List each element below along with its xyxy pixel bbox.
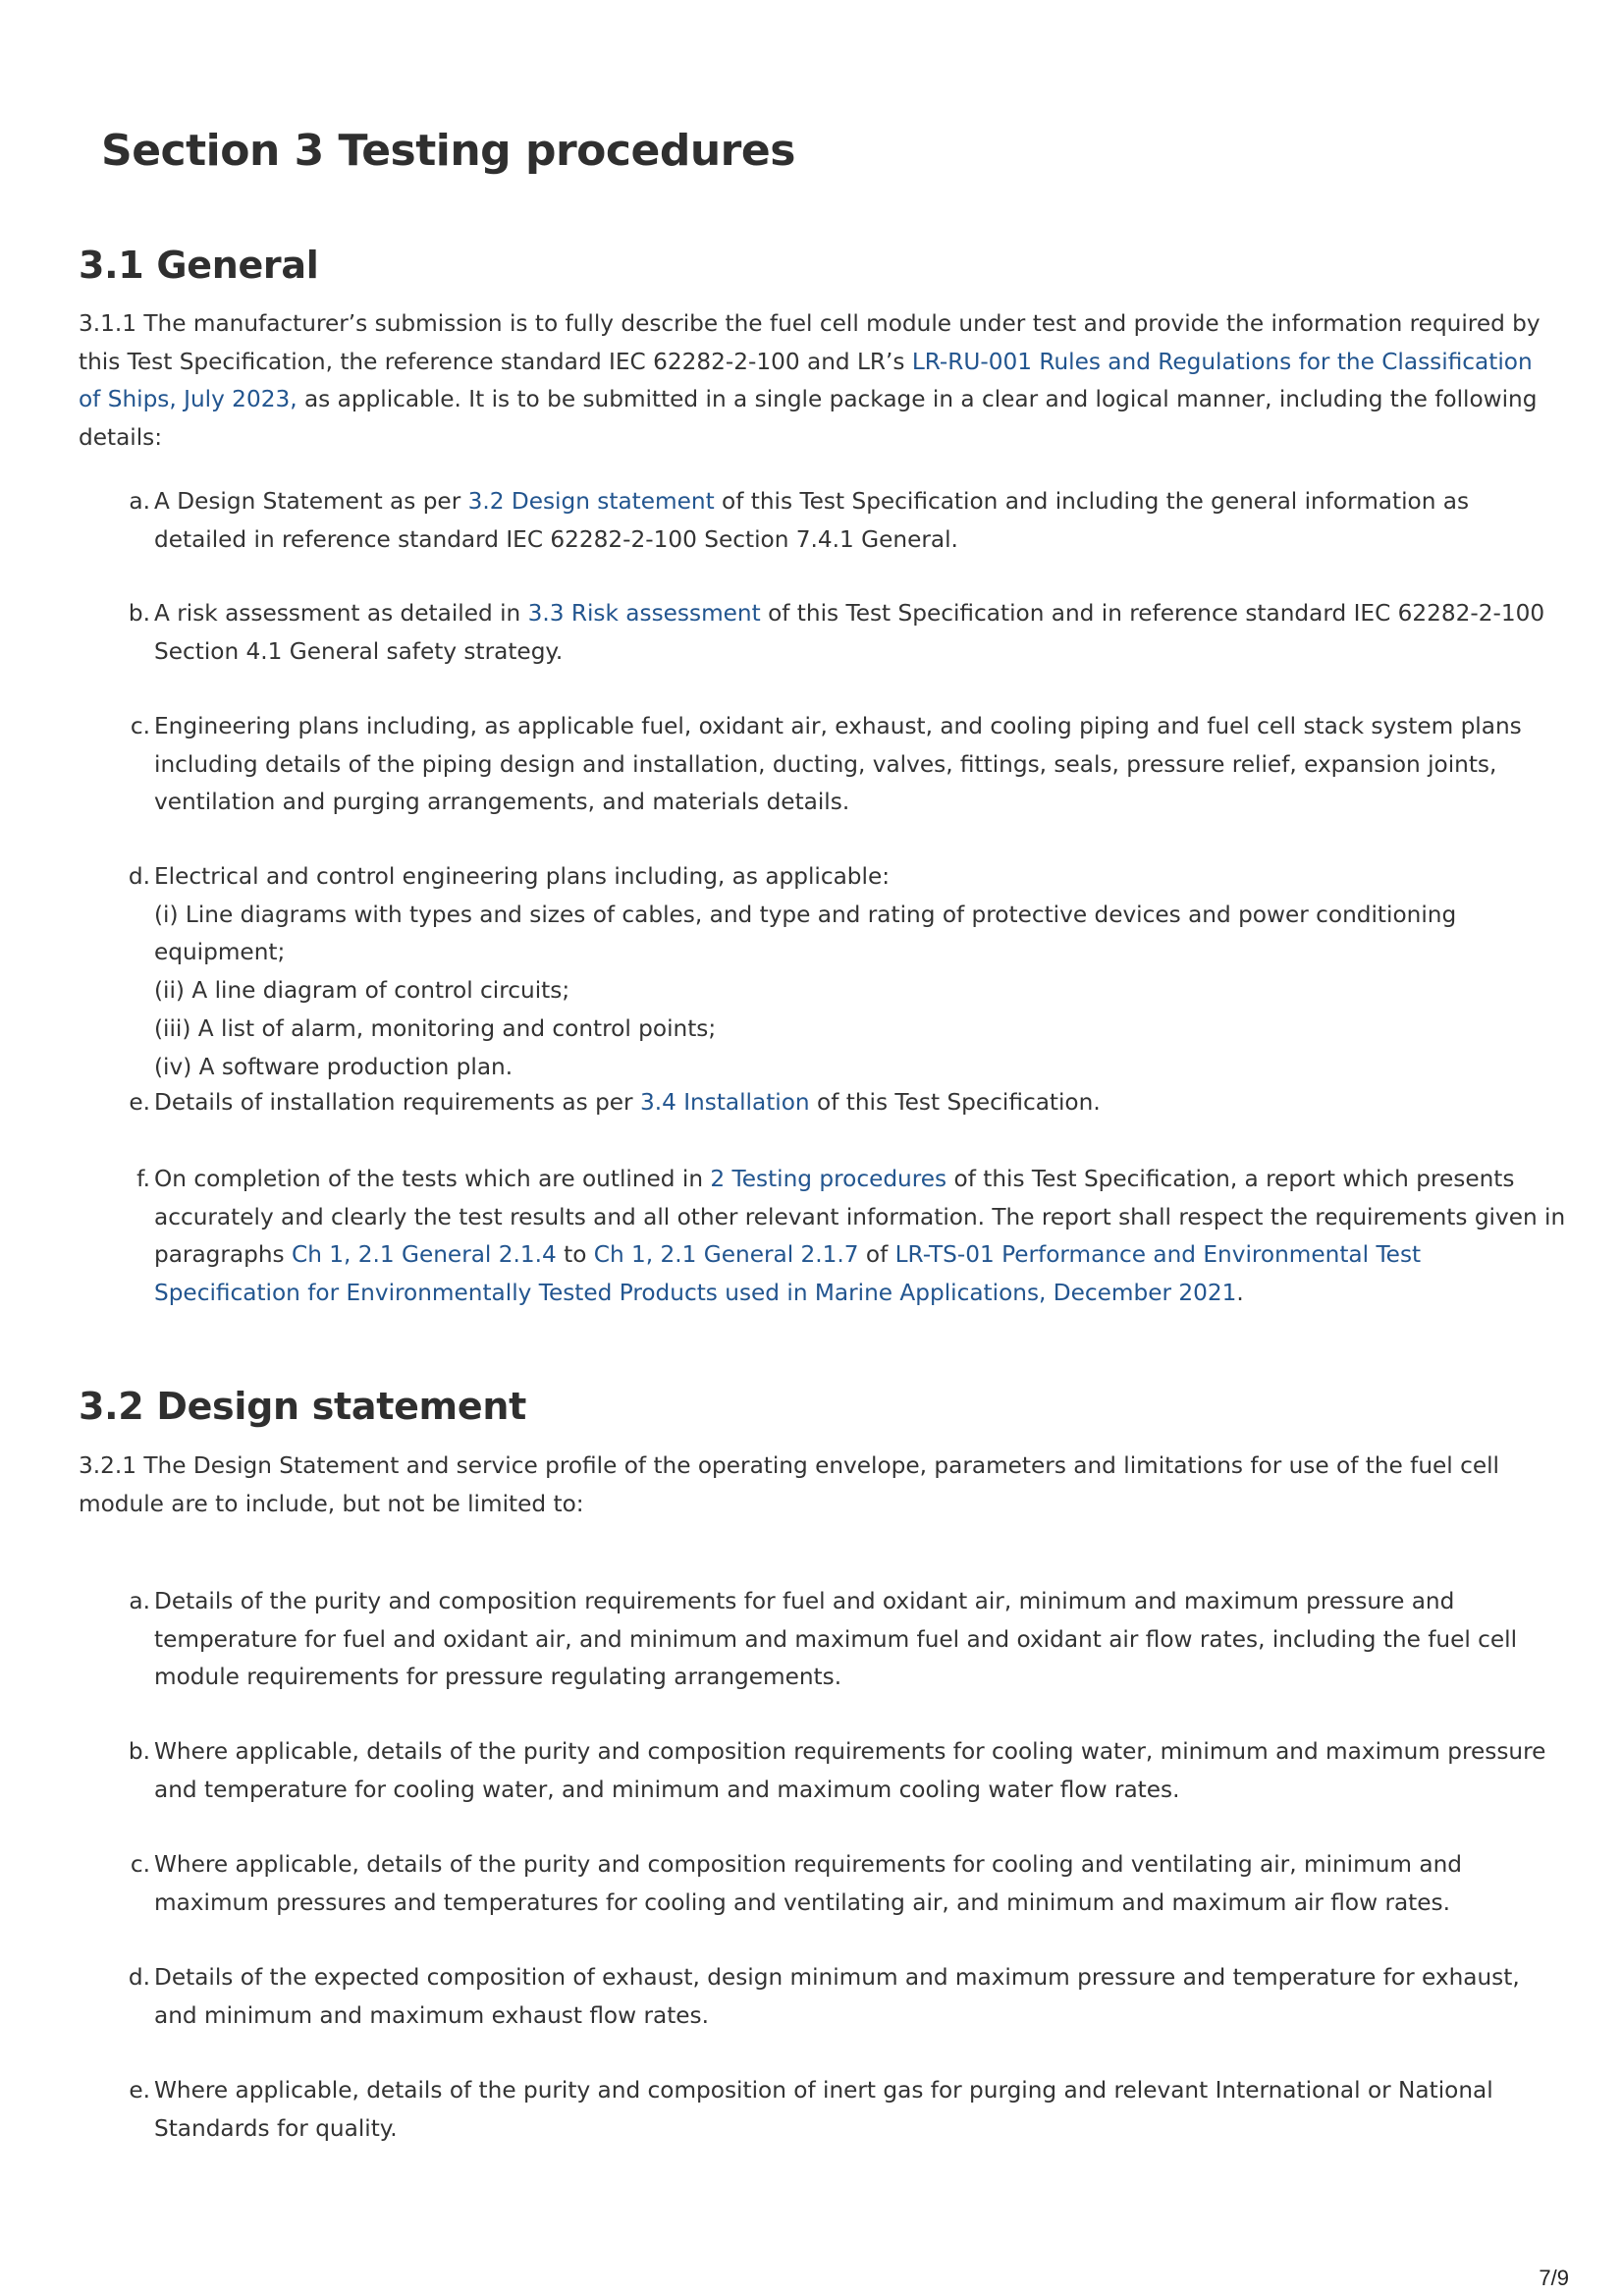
list-item-3-1-c: [130, 708, 1568, 822]
page-number: 7/9: [1539, 2266, 1569, 2290]
paragraph-3-1-1: [79, 305, 1551, 458]
list-item-text: Where applicable, details of the purity and composition requirements for cooling and ventilating air, minimum and maximum pressures and temperatures for cooling and ventilating air, and minimum and maximum air flow rates.: [154, 1851, 1462, 1916]
list-item-3-2-c: [130, 1846, 1568, 1922]
list-item-text: A Design Statement as per: [154, 488, 468, 515]
link-2-testing-procedures[interactable]: 2 Testing procedures: [710, 1166, 947, 1192]
list-marker: c.: [130, 713, 150, 739]
list-item-3-2-d: [128, 1959, 1568, 2035]
list-item-3-1-e: [129, 1084, 1568, 1122]
list-item-text: Details of the purity and composition requirements for fuel and oxidant air, minimum and maximum pressure and temperature for fuel and oxidant air, and minimum and maximum fuel and oxidant air flow rates, including the fuel cell module requirements for pressure regulating arrangements.: [154, 1588, 1518, 1691]
list-marker: a.: [129, 488, 150, 515]
list-item-text: On completion of the tests which are outlined in: [154, 1166, 711, 1192]
list-item-3-1-f: [136, 1161, 1568, 1313]
sub-item-i: (i) Line diagrams with types and sizes of cables, and type and rating of protective devices and power conditioning equipment;: [154, 901, 1457, 966]
list-item-text: of this Test Specification, a report which presents accurately and clearly the test results and all other relevant information. The report shall respect the requirements given in paragraphs: [154, 1166, 1566, 1269]
list-marker: b.: [128, 1738, 150, 1765]
list-item-text: Where applicable, details of the purity and composition of inert gas for purging and relevant International or National Standards for quality.: [154, 2077, 1493, 2142]
heading-3-1-general: 3.1 General: [79, 244, 319, 287]
list-item-text: of this Test Specification and including the general information as detailed in reference standard IEC 62282-2-100 Section 7.4.1 General.: [154, 488, 1470, 553]
list-marker: f.: [136, 1166, 150, 1192]
list-item-3-1-b: [128, 595, 1568, 671]
list-item-text: Electrical and control engineering plans including, as applicable:: [154, 863, 891, 890]
list-marker: c.: [130, 1851, 150, 1878]
link-ch1-2-1-general-2-1-4[interactable]: Ch 1, 2.1 General 2.1.4: [292, 1241, 557, 1269]
list-item-text: A risk assessment as detailed in: [154, 600, 528, 627]
list-item-text: Details of the expected composition of exhaust, design minimum and maximum pressure and temperature for exhaust, and minimum and maximum exhaust flow rates.: [154, 1964, 1520, 2029]
list-item-text: Engineering plans including, as applicable fuel, oxidant air, exhaust, and cooling piping and fuel cell stack system plans including details of the piping design and installation, ducting, valves, fittings, seals, pressure relief, expansion joints, ventilation and purging arrangements, and materials details.: [154, 713, 1522, 816]
paragraph-text: as applicable. It is to be submitted in a single package in a clear and logical manner, including the following details:: [79, 386, 1538, 452]
list-item-text: of: [858, 1241, 895, 1269]
link-3-3-risk-assessment[interactable]: 3.3 Risk assessment: [527, 600, 761, 627]
list-item-text: Where applicable, details of the purity and composition requirements for cooling water, minimum and maximum pressure and temperature for cooling water, and minimum and maximum cooling water flow rates.: [154, 1738, 1546, 1803]
link-3-2-design-statement[interactable]: 3.2 Design statement: [467, 488, 715, 515]
paragraph-3-2-1: 3.2.1 The Design Statement and service profile of the operating envelope, parameters and limitations for use of the fuel cell module are to include, but not be limited to:: [79, 1452, 1499, 1517]
list-marker: d.: [128, 863, 150, 890]
link-ch1-2-1-general-2-1-7[interactable]: Ch 1, 2.1 General 2.1.7: [593, 1241, 859, 1269]
section-title: Section 3 Testing procedures: [101, 126, 795, 176]
link-3-4-installation[interactable]: 3.4 Installation: [639, 1089, 810, 1116]
sub-item-ii: (ii) A line diagram of control circuits;: [154, 977, 570, 1005]
sub-item-iii: (iii) A list of alarm, monitoring and control points;: [154, 1014, 717, 1042]
list-marker: b.: [128, 600, 150, 627]
list-item-3-1-d: [128, 858, 1568, 1086]
list-item-text: .: [1236, 1280, 1244, 1307]
list-item-3-2-e: [129, 2072, 1568, 2148]
link-lr-ru-001-rules[interactable]: LR-RU-001 Rules and Regulations for the Classification of Ships, July 2023,: [79, 348, 1533, 413]
heading-3-2-design-statement: 3.2 Design statement: [79, 1385, 526, 1428]
list-marker: e.: [129, 1089, 150, 1116]
list-item-text: of this Test Specification.: [809, 1089, 1101, 1116]
link-lr-ts-01-test-specification[interactable]: LR-TS-01 Performance and Environmental Test Specification for Environmentally Tested Products used in Marine Applications, December 2021: [154, 1241, 1422, 1307]
list-item-3-2-b: [128, 1733, 1568, 1809]
list-item-text: of this Test Specification and in reference standard IEC 62282-2-100 Section 4.1 General safety strategy.: [154, 600, 1545, 665]
list-item-text: Details of installation requirements as per: [154, 1089, 640, 1116]
list-marker: e.: [129, 2077, 150, 2104]
list-item-3-1-a: [129, 483, 1568, 559]
list-item-text: to: [556, 1241, 594, 1269]
paragraph-text: 3.1.1 The manufacturer’s submission is to fully describe the fuel cell module under test and provide the information required by this Test Specification, the reference standard IEC 62282-2-100 and LR’s: [79, 310, 1541, 375]
list-marker: d.: [128, 1964, 150, 1991]
list-marker: a.: [129, 1588, 150, 1614]
list-item-3-2-a: [129, 1583, 1568, 1697]
sub-item-iv: (iv) A software production plan.: [154, 1053, 514, 1080]
